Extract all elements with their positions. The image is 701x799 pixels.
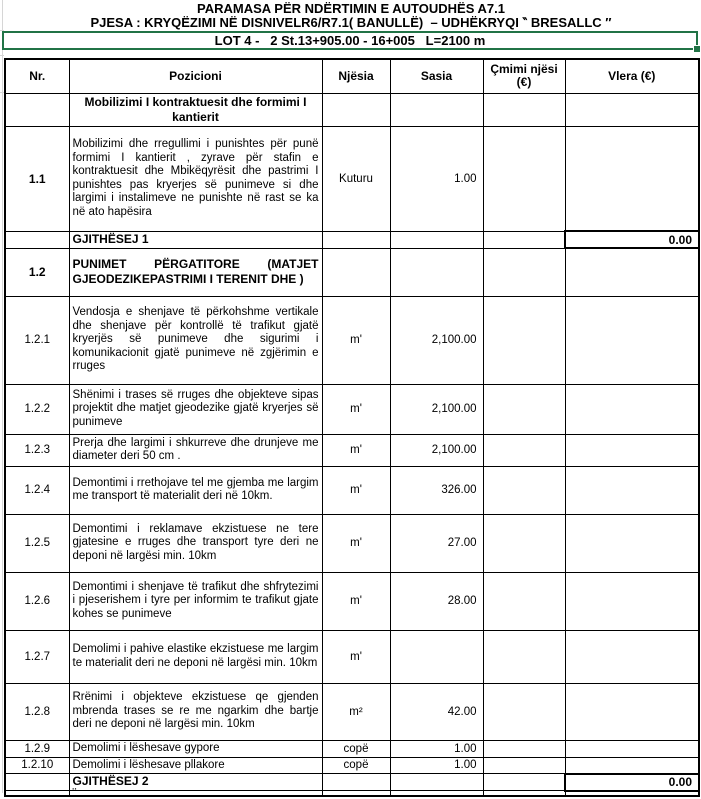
cell-vlera-1.2[interactable]	[565, 248, 699, 296]
document-title-block	[4, 0, 698, 50]
cell-cmimi[interactable]	[483, 93, 565, 126]
sheet-gridline	[2, 0, 3, 793]
table-row	[5, 434, 699, 466]
cell-nr[interactable]	[5, 231, 69, 248]
column-header-njesia[interactable]: Njësia	[322, 59, 390, 93]
table-row	[5, 466, 699, 514]
cell-sasia-1.2.3[interactable]: 2,100.00	[390, 434, 483, 466]
column-header-sasia[interactable]: Sasia	[390, 59, 483, 93]
cell-njesia[interactable]	[322, 93, 390, 126]
cell-vlera-1.2.2[interactable]	[565, 384, 699, 434]
cell-vlera-1.2.10[interactable]	[565, 757, 699, 774]
column-header-cmimi[interactable]: Çmimi njësi (€)	[483, 59, 565, 93]
cell-pozicioni-1.2.9[interactable]: Demolimi i lëshesave gypore	[69, 740, 322, 757]
table-row	[5, 630, 699, 683]
cell-njesia-1.2.9[interactable]: copë	[322, 740, 390, 757]
cell-njesia-1.2.6[interactable]: m'	[322, 572, 390, 630]
cell-vlera-1.2.8[interactable]	[565, 683, 699, 740]
cell-pozicioni[interactable]: Mobilizimi I kontraktuesit dhe formimi I kantierit	[69, 93, 322, 126]
table-row	[5, 572, 699, 630]
cell-njesia[interactable]	[322, 791, 390, 797]
cell-pozicioni-1.1[interactable]: Mobilizimi dhe rregullimi i punishtes për punë formimi I kantierit , zyrave për stafin e kontraktuesit dhe Mbikëqyrësit dhe pastrimi I punishtes pas kryerjes së punimeve si dhe largimi i instalimeve ne punishte në rast se ka në ato hapësira	[69, 126, 322, 231]
cell-sasia-1.1[interactable]: 1.00	[390, 126, 483, 231]
cell-cmimi-1.2.9[interactable]	[483, 740, 565, 757]
cell-vlera-1.2.9[interactable]	[565, 740, 699, 757]
cell-nr[interactable]	[5, 774, 69, 791]
cell-pozicioni-1.2.1[interactable]: Vendosja e shenjave të përkohshme vertikale dhe shenjave për kontrollë të trafikut gjatë kryerjës së punimeve dhe sigurimi i komunikacionit gjatë punimeve në zgjërimin e rruges	[69, 296, 322, 384]
cell-pozicioni[interactable]	[69, 787, 322, 799]
cell-cmimi-1.2[interactable]	[483, 248, 565, 296]
table-row	[5, 757, 699, 774]
cell-sasia-1.2.8[interactable]: 42.00	[390, 683, 483, 740]
cell-pozicioni-1.2.5[interactable]: Demontimi i reklamave ekzistuese ne tere gjatesine e rruges dhe transport tyre deri ne deponi në largësi min. 10km	[69, 514, 322, 572]
selected-cell-range[interactable]	[2, 31, 698, 50]
title-line-2[interactable]: PJESA : KRYQËZIMI NË DISNIVELR6/R7.1( BANULLË) – UDHËKRYQI ‶ BRESALLC ″	[90, 15, 612, 30]
cell-njesia-1.2.2[interactable]: m'	[322, 384, 390, 434]
cell-sasia-1.2.4[interactable]: 326.00	[390, 466, 483, 514]
cell-sasia-1.2.2[interactable]: 2,100.00	[390, 384, 483, 434]
title-line-1[interactable]: PARAMASA PËR NDËRTIMIN E AUTOUDHËS A7.1	[197, 1, 505, 16]
table-row	[5, 683, 699, 740]
cell-cmimi-1.2.1[interactable]	[483, 296, 565, 384]
cell-pozicioni-1.2[interactable]: PUNIMET PËRGATITORE (MATJET GJEODEZIKEPASTRIMI I TERENIT DHE )	[69, 248, 322, 296]
table-header-row	[5, 59, 699, 93]
cell-nr-1.2.3[interactable]: 1.2.3	[5, 434, 69, 466]
cell-nr-1.2[interactable]: 1.2	[5, 248, 69, 296]
clipped-next-row-text: ¨	[72, 787, 77, 799]
cell-cmimi-1.2.6[interactable]	[483, 572, 565, 630]
table-row	[5, 231, 699, 248]
cell-njesia-1.2.4[interactable]: m'	[322, 466, 390, 514]
cell-sasia[interactable]	[390, 774, 483, 791]
cell-vlera[interactable]: 0.00	[565, 774, 699, 791]
cell-pozicioni-1.2.6[interactable]: Demontimi i shenjave të trafikut dhe shfrytezimi i pjeserishem i tyre per informim te trafikut gjate kohes se punimeve	[69, 572, 322, 630]
table-row	[5, 296, 699, 384]
title-line-3: LOT 4 - 2 St.13+905.00 - 16+005 L=2100 m	[214, 33, 486, 48]
cell-nr-1.1[interactable]: 1.1	[5, 126, 69, 231]
cell-nr-1.2.4[interactable]: 1.2.4	[5, 466, 69, 514]
column-header-nr[interactable]: Nr.	[5, 59, 69, 93]
cell-vlera-1.2.4[interactable]	[565, 466, 699, 514]
cell-njesia[interactable]	[322, 231, 390, 248]
cell-pozicioni-1.2.7[interactable]: Demolimi i pahive elastike ekzistuese me largim te materialit deri ne deponi në largësi min. 10km	[69, 630, 322, 683]
cell-nr-1.2.1[interactable]: 1.2.1	[5, 296, 69, 384]
cell-njesia-1.2.3[interactable]: m'	[322, 434, 390, 466]
column-header-pozicioni[interactable]: Pozicioni	[69, 59, 322, 93]
cell-nr-1.2.10[interactable]: 1.2.10	[5, 757, 69, 774]
cell-njesia-1.2.10[interactable]: copë	[322, 757, 390, 774]
boq-table-body	[5, 93, 699, 799]
cell-nr-1.2.6[interactable]: 1.2.6	[5, 572, 69, 630]
cell-nr[interactable]	[5, 93, 69, 126]
table-row	[5, 514, 699, 572]
cell-vlera[interactable]: 0.00	[565, 231, 699, 248]
cell-pozicioni-1.2.8[interactable]: Rrënimi i objekteve ekzistuese qe gjenden mbrenda trases se re me ngarkim dhe bartje deri ne deponi në largësi min. 10km	[69, 683, 322, 740]
table-row	[5, 774, 699, 791]
cell-sasia-1.2.7[interactable]	[390, 630, 483, 683]
cell-njesia-1.2.7[interactable]: m'	[322, 630, 390, 683]
cell-vlera-1.1[interactable]	[565, 126, 699, 231]
table-row	[5, 791, 699, 797]
cell-cmimi-1.2.2[interactable]	[483, 384, 565, 434]
cell-nr-1.2.7[interactable]: 1.2.7	[5, 630, 69, 683]
cell-vlera-1.2.5[interactable]	[565, 514, 699, 572]
cell-cmimi-1.2.8[interactable]	[483, 683, 565, 740]
cell-cmimi[interactable]	[483, 231, 565, 248]
cell-sasia[interactable]	[390, 93, 483, 126]
cell-njesia-1.2.8[interactable]: m²	[322, 683, 390, 740]
cell-njesia-1.2[interactable]	[322, 248, 390, 296]
cell-pozicioni-1.2.2[interactable]: Shënimi i trases së rruges dhe objekteve sipas projektit dhe matjet gjeodezike gjatë kryerjes së punimeve	[69, 384, 322, 434]
cell-nr-1.2.2[interactable]: 1.2.2	[5, 384, 69, 434]
cell-vlera-1.2.7[interactable]	[565, 630, 699, 683]
cell-cmimi-1.1[interactable]	[483, 126, 565, 231]
cell-vlera[interactable]	[565, 791, 699, 797]
cell-njesia-1.2.5[interactable]: m'	[322, 514, 390, 572]
column-header-vlera[interactable]: Vlera (€)	[565, 59, 699, 93]
cell-vlera-1.2.1[interactable]	[565, 296, 699, 384]
cell-vlera-1.2.3[interactable]	[565, 434, 699, 466]
cell-sasia-1.2.10[interactable]: 1.00	[390, 757, 483, 774]
cell-cmimi-1.2.7[interactable]	[483, 630, 565, 683]
cell-sasia-1.2[interactable]	[390, 248, 483, 296]
sheet-gridline-stub	[0, 55, 4, 56]
cell-cmimi[interactable]	[483, 791, 565, 797]
cell-pozicioni[interactable]: GJITHËSEJ 1	[69, 231, 322, 248]
cell-njesia-1.2.1[interactable]: m'	[322, 296, 390, 384]
cell-sasia-1.2.5[interactable]: 27.00	[390, 514, 483, 572]
cell-nr-1.2.9[interactable]: 1.2.9	[5, 740, 69, 757]
cell-pozicioni-1.2.10[interactable]: Demolimi i lëshesave pllakore	[69, 757, 322, 774]
cell-nr[interactable]	[5, 791, 69, 797]
cell-cmimi-1.2.10[interactable]	[483, 757, 565, 774]
cell-pozicioni-1.2.3[interactable]: Prerja dhe largimi i shkurreve dhe drunjeve me diameter deri 50 cm .	[69, 434, 322, 466]
cell-sasia-1.2.1[interactable]: 2,100.00	[390, 296, 483, 384]
cell-nr-1.2.5[interactable]: 1.2.5	[5, 514, 69, 572]
cell-cmimi-1.2.3[interactable]	[483, 434, 565, 466]
cell-sasia[interactable]	[390, 231, 483, 248]
table-row	[5, 384, 699, 434]
boq-table	[4, 58, 700, 797]
cell-pozicioni-1.2.4[interactable]: Demontimi i rrethojave tel me gjemba me largim me transport të materialit deri në 10km.	[69, 466, 322, 514]
cell-cmimi-1.2.5[interactable]	[483, 514, 565, 572]
cell-sasia-1.2.6[interactable]: 28.00	[390, 572, 483, 630]
table-row	[5, 740, 699, 757]
table-row	[5, 126, 699, 231]
cell-sasia[interactable]	[390, 791, 483, 797]
cell-sasia-1.2.9[interactable]: 1.00	[390, 740, 483, 757]
cell-cmimi[interactable]	[483, 774, 565, 791]
cell-vlera-1.2.6[interactable]	[565, 572, 699, 630]
cell-nr-1.2.8[interactable]: 1.2.8	[5, 683, 69, 740]
fill-handle[interactable]	[693, 45, 701, 53]
cell-cmimi-1.2.4[interactable]	[483, 466, 565, 514]
cell-njesia-1.1[interactable]: Kuturu	[322, 126, 390, 231]
cell-vlera[interactable]	[565, 93, 699, 126]
cell-njesia[interactable]	[322, 774, 390, 791]
cell-pozicioni[interactable]: GJITHËSEJ 2	[69, 774, 322, 791]
table-row	[5, 248, 699, 296]
table-row	[5, 93, 699, 126]
